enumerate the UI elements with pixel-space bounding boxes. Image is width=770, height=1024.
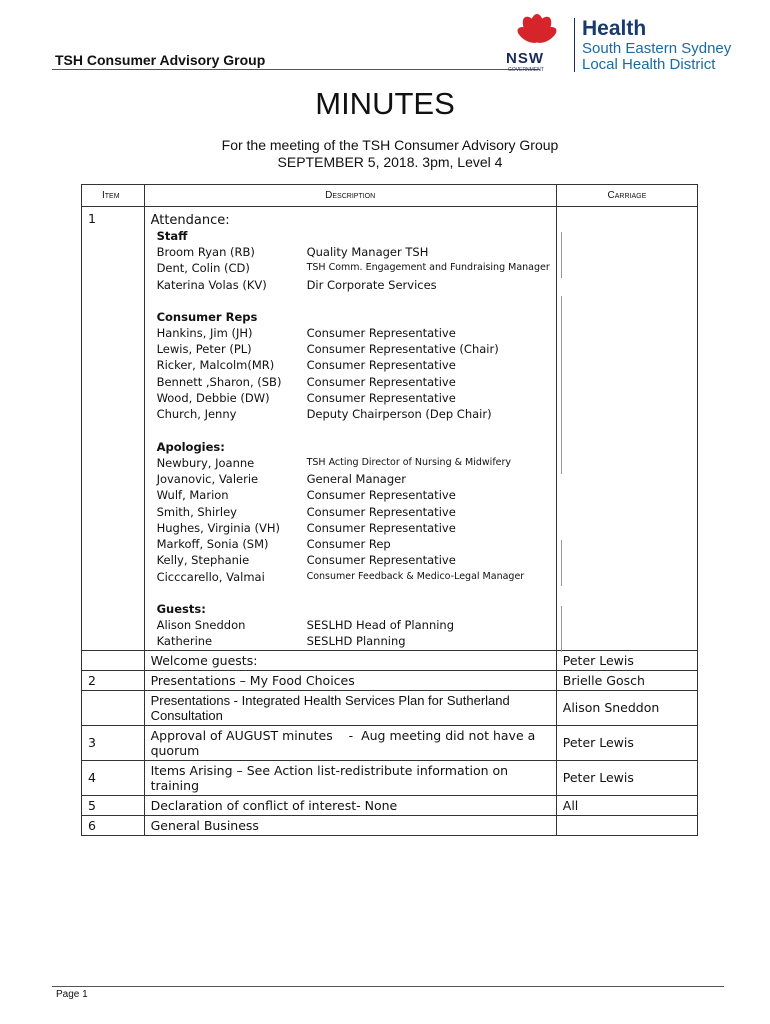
- attendee-role: Consumer Representative: [306, 553, 456, 568]
- logo-nsw-text: NSW: [506, 50, 544, 67]
- attendee-role: General Manager: [306, 471, 406, 486]
- guests-group: [157, 601, 550, 650]
- row-item: 5: [82, 795, 145, 815]
- attendee-role: Consumer Representative: [306, 520, 456, 535]
- table-row: [82, 815, 698, 835]
- document-header-title: TSH Consumer Advisory Group: [55, 52, 266, 68]
- row-description: Declaration of conflict of interest- None: [144, 795, 556, 815]
- header-carriage: Carriage: [556, 185, 697, 207]
- apologies-group: [157, 439, 550, 585]
- row-carriage: All: [556, 795, 697, 815]
- margin-mark: [561, 296, 562, 474]
- attendee-role: Consumer Representative: [306, 391, 456, 406]
- attendee-row: [157, 390, 550, 406]
- attendee-row: [157, 406, 550, 422]
- attendee-row: [157, 536, 550, 552]
- attendee-name: Kelly, Stephanie: [156, 553, 250, 568]
- attendee-row: [157, 357, 550, 373]
- header-rule: [52, 69, 540, 70]
- row-carriage: [556, 815, 697, 835]
- attendee-role: Consumer Feedback & Medico-Legal Manager: [306, 570, 525, 582]
- attendee-row: [157, 487, 550, 503]
- attendee-row: [157, 520, 550, 536]
- attendee-name: Ricker, Malcolm(MR): [156, 358, 275, 373]
- attendee-row: [157, 244, 550, 260]
- margin-mark: [561, 232, 562, 278]
- row-carriage: Peter Lewis: [556, 760, 697, 795]
- attendee-name: Katherine: [156, 634, 213, 649]
- attendee-row: [157, 569, 550, 585]
- attendee-row: [157, 455, 550, 471]
- attendee-role: Consumer Representative: [306, 504, 456, 519]
- row-description: Presentations - Integrated Health Services Plan for Sutherland Consultation: [144, 690, 556, 725]
- consumer-reps-group: [157, 309, 550, 423]
- meeting-date: SEPTEMBER 5, 2018. 3pm, Level 4: [277, 154, 503, 170]
- attendee-row: [157, 260, 550, 276]
- staff-group: [157, 228, 550, 293]
- attendee-row: [157, 471, 550, 487]
- footer-rule: [52, 986, 724, 987]
- margin-mark: [561, 540, 562, 586]
- attendee-name: Church, Jenny: [156, 407, 237, 422]
- attendee-name: Dent, Colin (CD): [156, 261, 250, 276]
- attendee-row: [157, 504, 550, 520]
- attendee-row: [157, 552, 550, 568]
- attendee-name: Wulf, Marion: [156, 488, 229, 503]
- meeting-subtitle: For the meeting of the TSH Consumer Advisory Group: [221, 137, 559, 153]
- apologies-title: Apologies:: [156, 439, 225, 454]
- row-carriage: Brielle Gosch: [556, 670, 697, 690]
- waratah-icon: [506, 8, 568, 52]
- staff-title: Staff: [156, 229, 188, 243]
- attendance-carriage: [556, 207, 697, 651]
- logo-government-text: GOVERNMENT: [508, 67, 544, 73]
- attendee-role: Consumer Representative: [306, 325, 456, 340]
- attendee-role: TSH Comm. Engagement and Fundraising Manager: [306, 262, 550, 274]
- header-description: Description: [144, 185, 556, 207]
- row-carriage: Alison Sneddon: [556, 690, 697, 725]
- table-row: [82, 760, 698, 795]
- table-header-row: [82, 185, 698, 207]
- attendee-name: Cicccarello, Valmai: [156, 569, 265, 584]
- row-item: [82, 650, 145, 670]
- row-description: Items Arising – See Action list-redistribute information on training: [144, 760, 556, 795]
- attendee-role: Consumer Rep: [306, 537, 391, 552]
- attendee-row: [157, 325, 550, 341]
- attendance-label: Attendance:: [150, 213, 230, 228]
- attendee-role: TSH Acting Director of Nursing & Midwifery: [306, 456, 512, 468]
- attendee-name: Hughes, Virginia (VH): [156, 520, 280, 535]
- table-row: [82, 670, 698, 690]
- row-description: Presentations – My Food Choices: [144, 670, 556, 690]
- attendee-name: Bennett ,Sharon, (SB): [156, 374, 282, 389]
- attendee-name: Broom Ryan (RB): [156, 245, 255, 259]
- attendee-name: Jovanovic, Valerie: [156, 471, 259, 486]
- row-description: Approval of AUGUST minutes - Aug meeting did not have a quorum: [144, 725, 556, 760]
- attendee-role: Dir Corporate Services: [306, 277, 437, 292]
- consumer-reps-title: Consumer Reps: [156, 309, 258, 324]
- attendee-role: SESLHD Planning: [306, 634, 406, 649]
- attendee-row: [157, 633, 550, 649]
- attendance-row: [82, 207, 698, 651]
- guests-title: Guests:: [156, 602, 206, 617]
- attendee-row: [157, 341, 550, 357]
- attendee-row: [157, 277, 550, 293]
- table-row: [82, 650, 698, 670]
- page-number: Page 1: [56, 989, 88, 1000]
- attendee-row: [157, 617, 550, 633]
- attendee-name: Markoff, Sonia (SM): [156, 537, 269, 552]
- row-description: Welcome guests:: [144, 650, 556, 670]
- page-title: MINUTES: [315, 86, 455, 121]
- attendee-role: Consumer Representative: [306, 374, 456, 389]
- logo-district-line2: Local Health District: [582, 56, 716, 73]
- row-item: [82, 690, 145, 725]
- row-description: General Business: [144, 815, 556, 835]
- margin-mark: [561, 606, 562, 652]
- logo-district-text: [582, 41, 731, 73]
- table-row: [82, 725, 698, 760]
- attendee-name: Smith, Shirley: [156, 504, 237, 519]
- logo-district-line1: South Eastern Sydney: [582, 40, 732, 57]
- attendee-row: [157, 374, 550, 390]
- attendee-name: Alison Sneddon: [156, 618, 246, 633]
- attendee-name: Lewis, Peter (PL): [156, 342, 252, 357]
- row-item: 4: [82, 760, 145, 795]
- attendee-role: Quality Manager TSH: [306, 245, 429, 259]
- item-number: 1: [82, 207, 145, 651]
- attendance-cell: [144, 207, 556, 651]
- logo-health-text: Health: [582, 17, 647, 40]
- attendee-name: Hankins, Jim (JH): [156, 325, 253, 340]
- attendee-name: Katerina Volas (KV): [156, 277, 267, 292]
- nsw-health-logo: [506, 8, 756, 74]
- attendee-role: Consumer Representative: [306, 488, 456, 503]
- attendee-name: Wood, Debbie (DW): [156, 391, 270, 406]
- attendee-role: Deputy Chairperson (Dep Chair): [306, 407, 492, 422]
- row-carriage: Peter Lewis: [556, 650, 697, 670]
- attendee-role: SESLHD Head of Planning: [306, 618, 455, 633]
- attendee-role: Consumer Representative: [306, 358, 456, 373]
- attendee-name: Newbury, Joanne: [156, 455, 255, 470]
- table-row: [82, 690, 698, 725]
- table-row: [82, 795, 698, 815]
- logo-divider: [574, 18, 575, 72]
- header-item: Item: [82, 185, 145, 207]
- minutes-table: [81, 184, 698, 836]
- row-item: 3: [82, 725, 145, 760]
- attendee-role: Consumer Representative (Chair): [306, 342, 499, 357]
- row-item: 2: [82, 670, 145, 690]
- row-carriage: Peter Lewis: [556, 725, 697, 760]
- row-item: 6: [82, 815, 145, 835]
